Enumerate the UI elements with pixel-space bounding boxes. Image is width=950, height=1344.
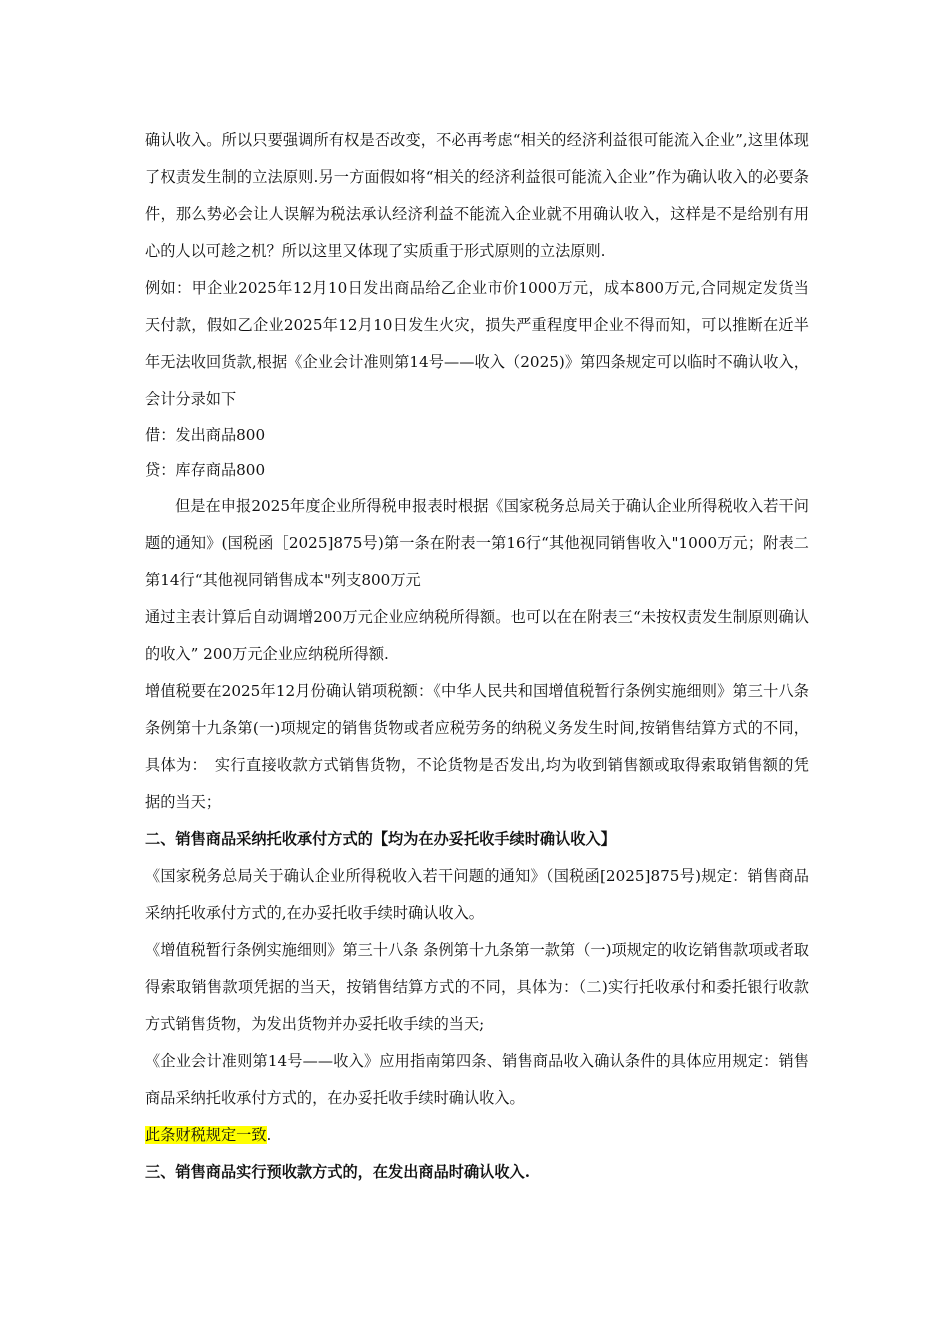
highlighted-text: 此条财税规定一致	[145, 1126, 267, 1144]
paragraph-ownership-principle: 确认收入。所以只要强调所有权是否改变，不必再考虑“相关的经济利益很可能流入企业”,这里体现了权责发生制的立法原则.另一方面假如将“相关的经济利益很可能流入企业”作为确认收入的必要条件，那么势必会让人误解为税法承认经济利益不能流入企业就不用确认收入，这样是不是给别有用心的人以可趁之机？所以这里又体现了实质重于形式原则的立法原则.	[145, 131, 809, 260]
highlight-tail: .	[266, 1126, 272, 1144]
section-heading-2: 二、销售商品采纳托收承付方式的【均为在办妥托收手续时确认收入】	[145, 830, 616, 848]
paragraph-vat: 增值税要在2025年12月份确认销项税额：《中华人民共和国增值税暂行条例实施细则》第三十八条 条例第十九条第(一)项规定的销售货物或者应税劳务的纳税义务发生时间,按销售结算方式的不同，具体为： 实行直接收款方式销售货物，不论货物是否发出,均为收到销售额或取得索取销售额的凭据的当天；	[145, 682, 825, 811]
paragraph-tax-filing: 但是在申报2025年度企业所得税申报表时根据《国家税务总局关于确认企业所得税收入若干问题的通知》(国税函［2025]875号)第一条在附表一第16行“其他视同销售收入"1000万元；附表二第14行“其他视同销售成本"列支800万元	[145, 497, 809, 589]
paragraph-consistency	[145, 1117, 809, 1154]
paragraph-credit-entry: 贷：库存商品800	[145, 461, 266, 479]
section-heading-3: 三、销售商品实行预收款方式的，在发出商品时确认收入.	[145, 1163, 530, 1181]
paragraph-example: 例如：甲企业2025年12月10日发出商品给乙企业市价1000万元，成本800万元,合同规定发货当天付款，假如乙企业2025年12月10日发生火灾，损失严重程度甲企业不得而知，可以推断在近半年无法收回货款,根据《企业会计准则第14号——收入（2025)》第四条规定可以临时不确认收入，会计分录如下	[145, 279, 809, 408]
paragraph-adjustment: 通过主表计算后自动调增200万元企业应纳税所得额。也可以在在附表三“未按权责发生制原则确认的收入” 200万元企业应纳税所得额.	[145, 608, 809, 663]
paragraph-notice-875: 《国家税务总局关于确认企业所得税收入若干问题的通知》（国税函[2025]875号)规定：销售商品采纳托收承付方式的,在办妥托收手续时确认收入。	[145, 867, 809, 922]
document-body	[145, 122, 825, 1191]
paragraph-vat-rules: 《增值税暂行条例实施细则》第三十八条 条例第十九条第一款第（一)项规定的收讫销售款项或者取得索取销售款项凭据的当天，按销售结算方式的不同，具体为：（二)实行托收承付和委托银行收款方式销售货物，为发出货物并办妥托收手续的当天;	[145, 941, 809, 1033]
paragraph-debit-entry: 借：发出商品800	[145, 426, 266, 444]
paragraph-accounting-standard: 《企业会计准则第14号——收入》应用指南第四条、销售商品收入确认条件的具体应用规定：销售商品采纳托收承付方式的，在办妥托收手续时确认收入。	[145, 1052, 809, 1107]
